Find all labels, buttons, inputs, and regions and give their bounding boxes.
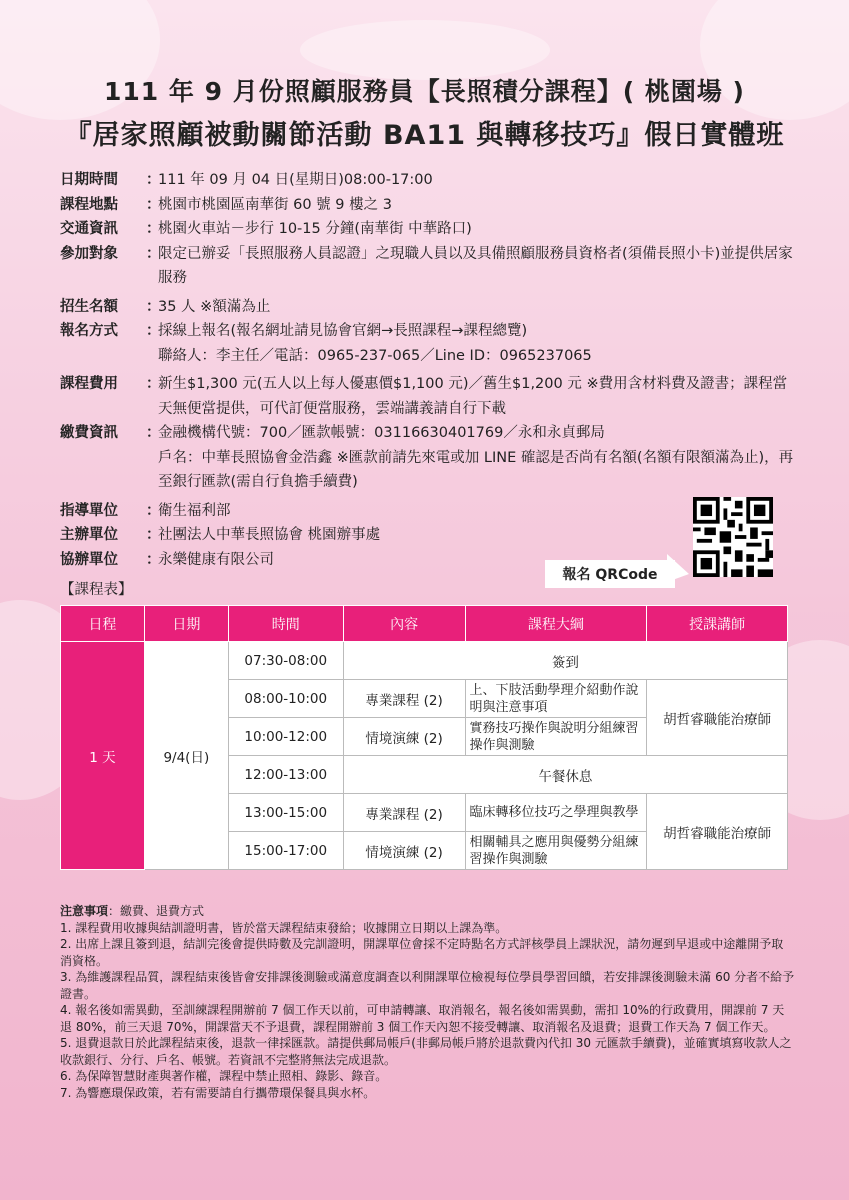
content-cell: 專業課程 (2): [343, 680, 465, 718]
info-row-quota: 招生名額 ： 35 人 ※額滿為止: [60, 295, 795, 320]
merged-cell: 午餐休息: [343, 756, 787, 794]
qr-code-label: 報名 QRCode: [545, 560, 675, 588]
note-item: 2. 出席上課且簽到退，結訓完後會提供時數及完訓證明，開課單位會採不定時點名方式評核學員上課狀況，請勿遲到早退或中途離開予取消資格。: [60, 937, 784, 968]
note-item: 1. 課程費用收據與結訓證明書，皆於當天課程結束發給；收據開立日期以上課為準。: [60, 920, 508, 935]
notes-subheading: ：繳費、退費方式: [108, 904, 205, 918]
table-header-row: [61, 606, 788, 642]
time-cell: 07:30-08:00: [228, 642, 343, 680]
note-item: 7. 為響應環保政策，若有需要請自行攜帶環保餐具與水杯。: [60, 1085, 376, 1100]
merged-cell: 簽到: [343, 642, 787, 680]
outline-cell: 上、下肢活動學理介紹動作說明與注意事項: [465, 680, 647, 718]
info-row-organizer: 主辦單位 ： 社團法人中華長照協會 桃園辦事處: [60, 523, 795, 548]
time-cell: 13:00-15:00: [228, 794, 343, 832]
info-label: 協辦單位: [60, 551, 118, 568]
info-label: 日期時間: [60, 172, 118, 188]
title-line-1: 111 年 9 月份照顧服務員【長照積分課程】( 桃園場 ): [104, 77, 745, 106]
info-row-payment: 繳費資訊 ： 金融機構代號：700／匯款帳號：03116630401769／永和永貞郵局 戶名：中華長照協會金浩鑫 ※匯款前請先來電或加 LINE 確認是否尚有名額(名額有限額滿為止)，再至銀行匯款(需自行負擔手續費): [60, 421, 795, 495]
info-contact: 聯絡人：李主任／電話：0965-237-065／Line ID：0965237065: [158, 347, 592, 364]
info-label: 招生名額: [60, 298, 118, 315]
outline-cell: 實務技巧操作與說明分組練習操作與測驗: [465, 718, 647, 756]
outline-cell: 臨床轉移位技巧之學理與教學: [465, 794, 647, 832]
header-cell: 日程: [61, 606, 145, 642]
note-item: 3. 為維護課程品質，課程結束後皆會安排課後測驗或滿意度調查以利開課單位檢視每位學員學習回饋，若安排課後測驗未滿 60 分者不給予證書。: [60, 970, 795, 1001]
notes-heading: 注意事項: [60, 904, 109, 918]
info-row-registration: 報名方式 ： 採線上報名(報名網址請見協會官網→長照課程→課程總覽) 聯絡人：李主任／電話：0965-237-065／Line ID：0965237065: [60, 319, 795, 368]
qr-code[interactable]: [693, 497, 773, 577]
header-cell: 內容: [343, 606, 465, 642]
info-value: 桃園市桃園區南華街 60 號 9 樓之 3: [158, 196, 392, 213]
info-label: 交通資訊: [60, 221, 118, 237]
note-item: 4. 報名後如需異動，至訓練課程開辦前 7 個工作天以前，可申請轉讓、取消報名，報名後如需異動，需扣 10%的行政費用，開課前 7 天退 80%，前三天退 70%，開課當天不予退費，課程開辦前 3 個工作天內恕不接受轉讓、取消報名及退費；退費工作天為 7 個工作天。: [60, 1003, 785, 1034]
info-row-supervisor: 指導單位 ： 衛生福利部: [60, 499, 795, 524]
time-cell: 12:00-13:00: [228, 756, 343, 794]
info-label: 繳費資訊: [60, 425, 118, 441]
info-label: 課程地點: [60, 196, 118, 213]
info-value: 金融機構代號：700／匯款帳號：03116630401769／永和永貞郵局: [158, 425, 605, 441]
info-value: 採線上報名(報名網址請見協會官網→長照課程→課程總覽): [158, 323, 528, 339]
info-account-name: 戶名：中華長照協會金浩鑫 ※匯款前請先來電或加 LINE 確認是否尚有名額(名額有限額滿為止)，再至銀行匯款(需自行負擔手續費): [158, 449, 794, 490]
instructor-cell: 胡哲睿職能治療師: [647, 794, 788, 870]
info-value: 111 年 09 月 04 日(星期日)08:00-17:00: [158, 172, 433, 188]
info-value: 衛生福利部: [158, 502, 231, 519]
note-item: 6. 為保障智慧財產與著作權，課程中禁止照相、錄影、錄音。: [60, 1069, 388, 1083]
time-cell: 08:00-10:00: [228, 680, 343, 718]
content-cell: 情境演練 (2): [343, 832, 465, 870]
schedule-caption: 【課程表】: [60, 582, 133, 598]
schedule-table: [60, 605, 788, 870]
title-line-2: 『居家照顧被動關節活動 BA11 與轉移技巧』假日實體班: [64, 120, 785, 151]
info-row-coorganizer: 協辦單位 ： 永樂健康有限公司: [60, 548, 795, 573]
time-cell: 15:00-17:00: [228, 832, 343, 870]
info-value: 永樂健康有限公司: [158, 551, 274, 568]
info-label: 指導單位: [60, 502, 118, 519]
date-cell: 9/4(日): [144, 642, 228, 870]
note-item: 5. 退費退款日於此課程結束後，退款一律採匯款。請提供郵局帳戶(非郵局帳戶將於退款費內代扣 30 元匯款手續費)，並確實填寫收款人之收款銀行、分行、戶名、帳號。若資訊不完整將無法完成退款。: [60, 1036, 792, 1067]
info-row-audience: 參加對象 ： 限定已辦妥「長照服務人員認證」之現職人員以及具備照顧服務員資格者(須備長照小卡)並提供居家服務: [60, 242, 795, 291]
info-label: 參加對象: [60, 245, 118, 262]
day-cell: 1 天: [61, 642, 145, 870]
info-label: 課程費用: [60, 376, 118, 392]
qr-code-icon: [693, 497, 773, 577]
time-cell: 10:00-12:00: [228, 718, 343, 756]
info-value: 社團法人中華長照協會 桃園辦事處: [158, 527, 381, 543]
table-row: [61, 642, 788, 680]
info-row-date: 日期時間 ： 111 年 09 月 04 日(星期日)08:00-17:00: [60, 168, 795, 193]
header-cell: 日期: [144, 606, 228, 642]
info-label: 報名方式: [60, 323, 118, 339]
outline-cell: 相關輔具之應用與優勢分組練習操作與測驗: [465, 832, 647, 870]
info-row-transport: 交通資訊 ： 桃園火車站－步行 10-15 分鐘(南華街 中華路口): [60, 217, 795, 242]
info-value: 桃園火車站－步行 10-15 分鐘(南華街 中華路口): [158, 221, 472, 237]
info-label: 主辦單位: [60, 527, 118, 543]
course-info: [60, 168, 795, 572]
info-value: 35 人 ※額滿為止: [158, 298, 271, 315]
notes-title: [60, 903, 795, 920]
content-cell: 情境演練 (2): [343, 718, 465, 756]
header-cell: 時間: [228, 606, 343, 642]
info-row-location: 課程地點 ： 桃園市桃園區南華街 60 號 9 樓之 3: [60, 193, 795, 218]
header-cell: 授課講師: [647, 606, 788, 642]
notes-section: [60, 903, 795, 1101]
info-value: 新生$1,300 元(五人以上每人優惠價$1,100 元)／舊生$1,200 元 ※費用含材料費及證書；課程當天無便當提供，可代訂便當服務，雲端講義請自行下載: [158, 376, 788, 417]
instructor-cell: 胡哲睿職能治療師: [647, 680, 788, 756]
header-cell: 課程大綱: [465, 606, 647, 642]
content-cell: 專業課程 (2): [343, 794, 465, 832]
info-value: 限定已辦妥「長照服務人員認證」之現職人員以及具備照顧服務員資格者(須備長照小卡)並提供居家服務: [158, 245, 793, 286]
info-row-fee: 課程費用 ： 新生$1,300 元(五人以上每人優惠價$1,100 元)／舊生$1,200 元 ※費用含材料費及證書；課程當天無便當提供，可代訂便當服務，雲端講義請自行下載: [60, 372, 795, 421]
